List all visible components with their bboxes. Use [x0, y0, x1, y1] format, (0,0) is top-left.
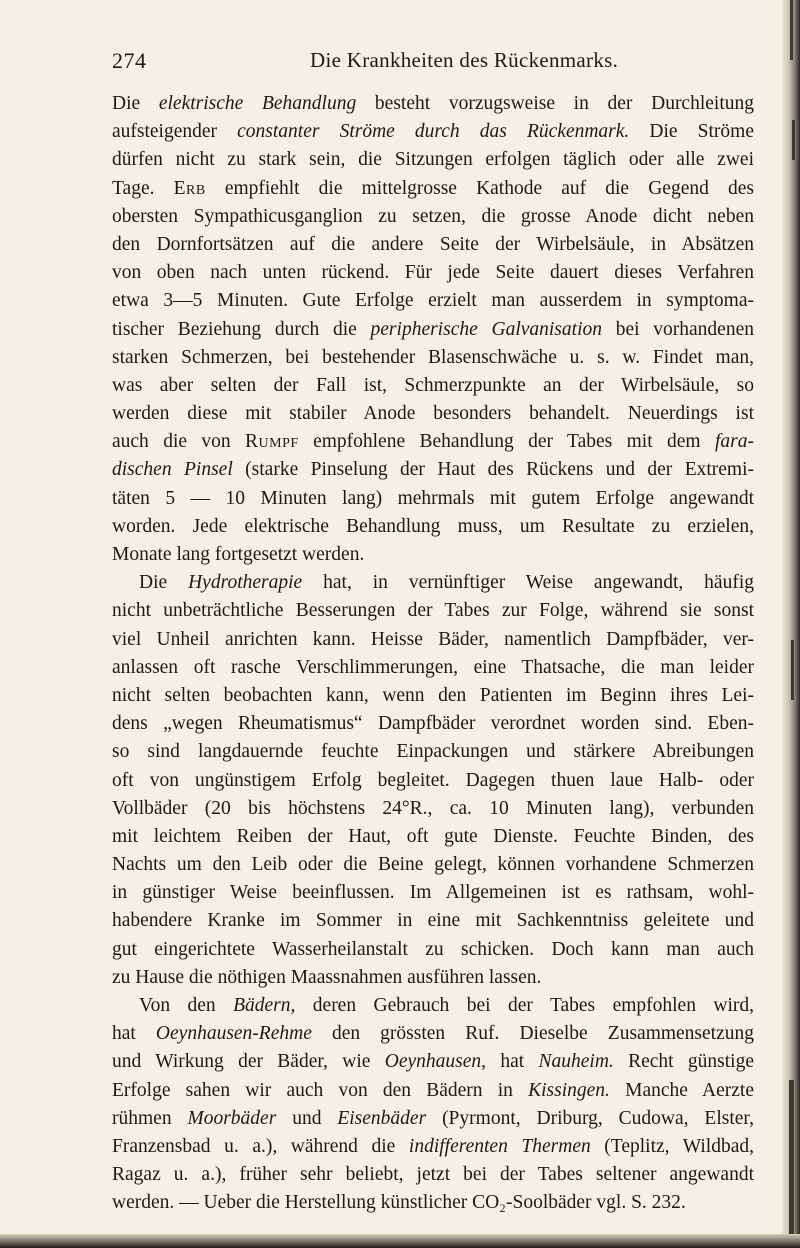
text-run: mit leichtem Reiben der Haut, oft gute Dienste. Feuchte Binden, des [112, 825, 754, 847]
italic-phrase: Kissingen. [528, 1079, 610, 1101]
text-line [112, 682, 754, 710]
text-run: von oben nach unten rückend. Für jede Seite dauert dieses Verfahren [112, 262, 754, 284]
text-line [112, 992, 754, 1020]
text-line [112, 90, 754, 118]
text-run: täten 5 — 10 Minuten lang) mehrmals mit gutem Erfolge angewandt [112, 487, 754, 509]
text-line [112, 936, 754, 964]
text-line [112, 118, 754, 146]
text-line [112, 400, 754, 428]
text-run: hat, in vernünftiger Weise angewandt, häufig [302, 572, 754, 594]
text-run: besteht vorzugsweise in der Durchleitung [356, 93, 754, 114]
text-run: starken Schmerzen, bei bestehender Blasenschwäche u. s. w. Findet man, [112, 346, 754, 368]
text-line [112, 710, 754, 738]
text-run: Nachts um den Leib oder die Beine gelegt, können vorhandene Schmerzen [112, 854, 754, 876]
italic-phrase: Hydrotherapie [188, 572, 303, 594]
text-run: Ragaz u. a.), früher sehr beliebt, jetzt bei der Tabes seltener angewandt [112, 1164, 754, 1186]
text-line [112, 456, 754, 484]
italic-phrase: indifferenten Thermen [408, 1135, 591, 1157]
text-run: in günstiger Weise beeinflussen. Im Allgemeinen ist es rathsam, wohl- [112, 882, 754, 904]
text-line [112, 175, 754, 203]
text-line [112, 823, 754, 851]
text-run: Von den [139, 995, 234, 1016]
text-line [112, 1105, 754, 1133]
italic-phrase: Bädern, [233, 995, 296, 1016]
text-run: viel Unheil anrichten kann. Heisse Bäder, namentlich Dampfbäder, ver- [112, 628, 754, 650]
text-run: und [276, 1107, 338, 1129]
text-line [112, 1048, 754, 1076]
author-name: Rumpf [245, 431, 299, 453]
text-run: oft von ungünstigem Erfolg begleitet. Dagegen thuen laue Halb- oder [112, 769, 754, 791]
text-run: so sind langdauernde feuchte Einpackungen und stärkere Abreibungen [112, 741, 754, 763]
italic-phrase: peripherische Galvanisation [370, 318, 602, 340]
text-run: (starke Pinselung der Haut des Rückens und der Extremi- [232, 459, 754, 481]
text-line [112, 344, 754, 372]
text-line [112, 1020, 754, 1048]
text-run: habendere Kranke im Sommer in eine mit Sachkenntniss geleitete und [112, 910, 754, 932]
text-run: bei vorhandenen [601, 318, 754, 340]
text-line [112, 1133, 754, 1161]
text-run: Die [139, 572, 189, 594]
text-run: gut eingerichtete Wasserheilanstalt zu schicken. Doch kann man auch [112, 938, 754, 960]
text-run: anlassen oft rasche Verschlimmerungen, eine Thatsache, die man leider [112, 656, 754, 678]
text-run: hat [112, 1023, 156, 1045]
text-run: Tage. [112, 177, 174, 199]
italic-phrase: Oeynhausen-Rehme [155, 1023, 312, 1045]
text-run: aufsteigender [112, 121, 238, 143]
italic-phrase: dischen Pinsel [112, 459, 233, 481]
italic-phrase: Oeynhausen, [384, 1051, 487, 1073]
text-run: etwa 3—5 Minuten. Gute Erfolge erzielt man ausserdem in symptoma- [112, 290, 754, 312]
text-run: den grössten Ruf. Dieselbe Zusammensetzung [311, 1023, 754, 1045]
text-run: Franzensbad u. a.), während die [112, 1135, 409, 1157]
text-line [112, 907, 754, 935]
text-line [112, 485, 754, 513]
text-run: was aber selten der Fall ist, Schmerzpunkte an der Wirbelsäule, so [112, 374, 754, 396]
text-line [112, 1161, 754, 1189]
text-run: empfiehlt die mittelgrosse Kathode auf die Gegend des [205, 177, 754, 199]
running-title: Die Krankheiten des Rückenmarks. [310, 48, 619, 72]
text-run: auch die von [112, 431, 246, 453]
italic-phrase: fara- [715, 431, 754, 453]
text-line [112, 231, 754, 259]
text-run: zu Hause die nöthigen Maassnahmen ausführen lassen. [112, 966, 542, 988]
text-line [112, 654, 754, 682]
text-run: tischer Beziehung durch die [112, 318, 371, 340]
text-run: worden. Jede elektrische Behandlung muss, um Resultate zu erzielen, [112, 515, 754, 537]
text-line [112, 541, 754, 569]
italic-phrase: constanter Ströme durch das Rückenmark. [237, 121, 630, 143]
text-run: (Pyrmont, Driburg, Cudowa, Elster, [426, 1107, 754, 1129]
italic-phrase: Eisenbäder [337, 1107, 427, 1129]
text-line [112, 203, 754, 231]
text-run: nicht unbeträchtliche Besserungen der Tabes zur Folge, während sie sonst [112, 600, 754, 622]
text-line [112, 851, 754, 879]
italic-phrase: Moorbäder [187, 1107, 277, 1129]
text-run: dens „wegen Rheumatismus“ Dampfbäder verordnet worden sind. Eben- [112, 713, 754, 735]
text-line [112, 569, 754, 597]
text-run: (Teplitz, Wildbad, [590, 1135, 754, 1157]
text-run: Erfolge sahen wir auch von den Bädern in [112, 1079, 529, 1101]
text-line [112, 767, 754, 795]
text-run: Die [112, 93, 159, 114]
text-run: dürfen nicht zu stark sein, die Sitzungen erfolgen täglich oder alle zwei [112, 149, 754, 171]
text-line [112, 964, 754, 992]
text-run: Recht günstige [613, 1051, 754, 1073]
text-line [112, 259, 754, 287]
text-run: werden diese mit stabiler Anode besonders behandelt. Neuerdings ist [112, 403, 754, 425]
text-line [112, 146, 754, 174]
text-run: Vollbäder (20 bis höchstens 24°R., ca. 10 Minuten lang), verbunden [112, 797, 754, 819]
text-run: empfohlene Behandlung der Tabes mit dem [298, 431, 715, 453]
text-run: und Wirkung der Bäder, wie [112, 1051, 385, 1073]
text-line [112, 597, 754, 625]
page-bottom-edge [0, 1234, 800, 1248]
page-number: 274 [112, 48, 147, 73]
text-line [112, 879, 754, 907]
text-line [112, 1077, 754, 1105]
text-run: Manche Aerzte [609, 1079, 754, 1101]
text-run: obersten Sympathicusganglion zu setzen, die grosse Anode dicht neben [112, 205, 754, 227]
author-name: Erb [173, 177, 206, 199]
text-run: nicht selten beobachten kann, wenn den Patienten im Beginn ihres Lei- [112, 684, 754, 706]
text-line [112, 626, 754, 654]
text-run: rühmen [112, 1107, 188, 1129]
page-edge-shadow [782, 0, 800, 1248]
text-run: Monate lang fortgesetzt werden. [112, 544, 365, 565]
text-line [112, 738, 754, 766]
text-run: hat [486, 1051, 539, 1073]
page-header [112, 48, 752, 78]
text-line [112, 287, 754, 315]
text-line [112, 428, 754, 456]
text-run: den Dornfortsätzen auf die andere Seite der Wirbelsäule, in Absätzen [112, 233, 754, 255]
text-line [112, 316, 754, 344]
text-line [112, 513, 754, 541]
italic-phrase: Nauheim. [538, 1051, 614, 1073]
italic-phrase: elektrische Behandlung [158, 93, 357, 114]
text-line [112, 795, 754, 823]
text-run: Die Ströme [629, 121, 754, 143]
text-run: deren Gebrauch bei der Tabes empfohlen wird, [295, 995, 754, 1016]
text-run: werden. — Ueber die Herstellung künstlicher CO₂-Soolbäder vgl. S. 232. [112, 1192, 686, 1214]
text-line [112, 372, 754, 400]
body-text [112, 90, 754, 1218]
text-line [112, 1189, 754, 1217]
